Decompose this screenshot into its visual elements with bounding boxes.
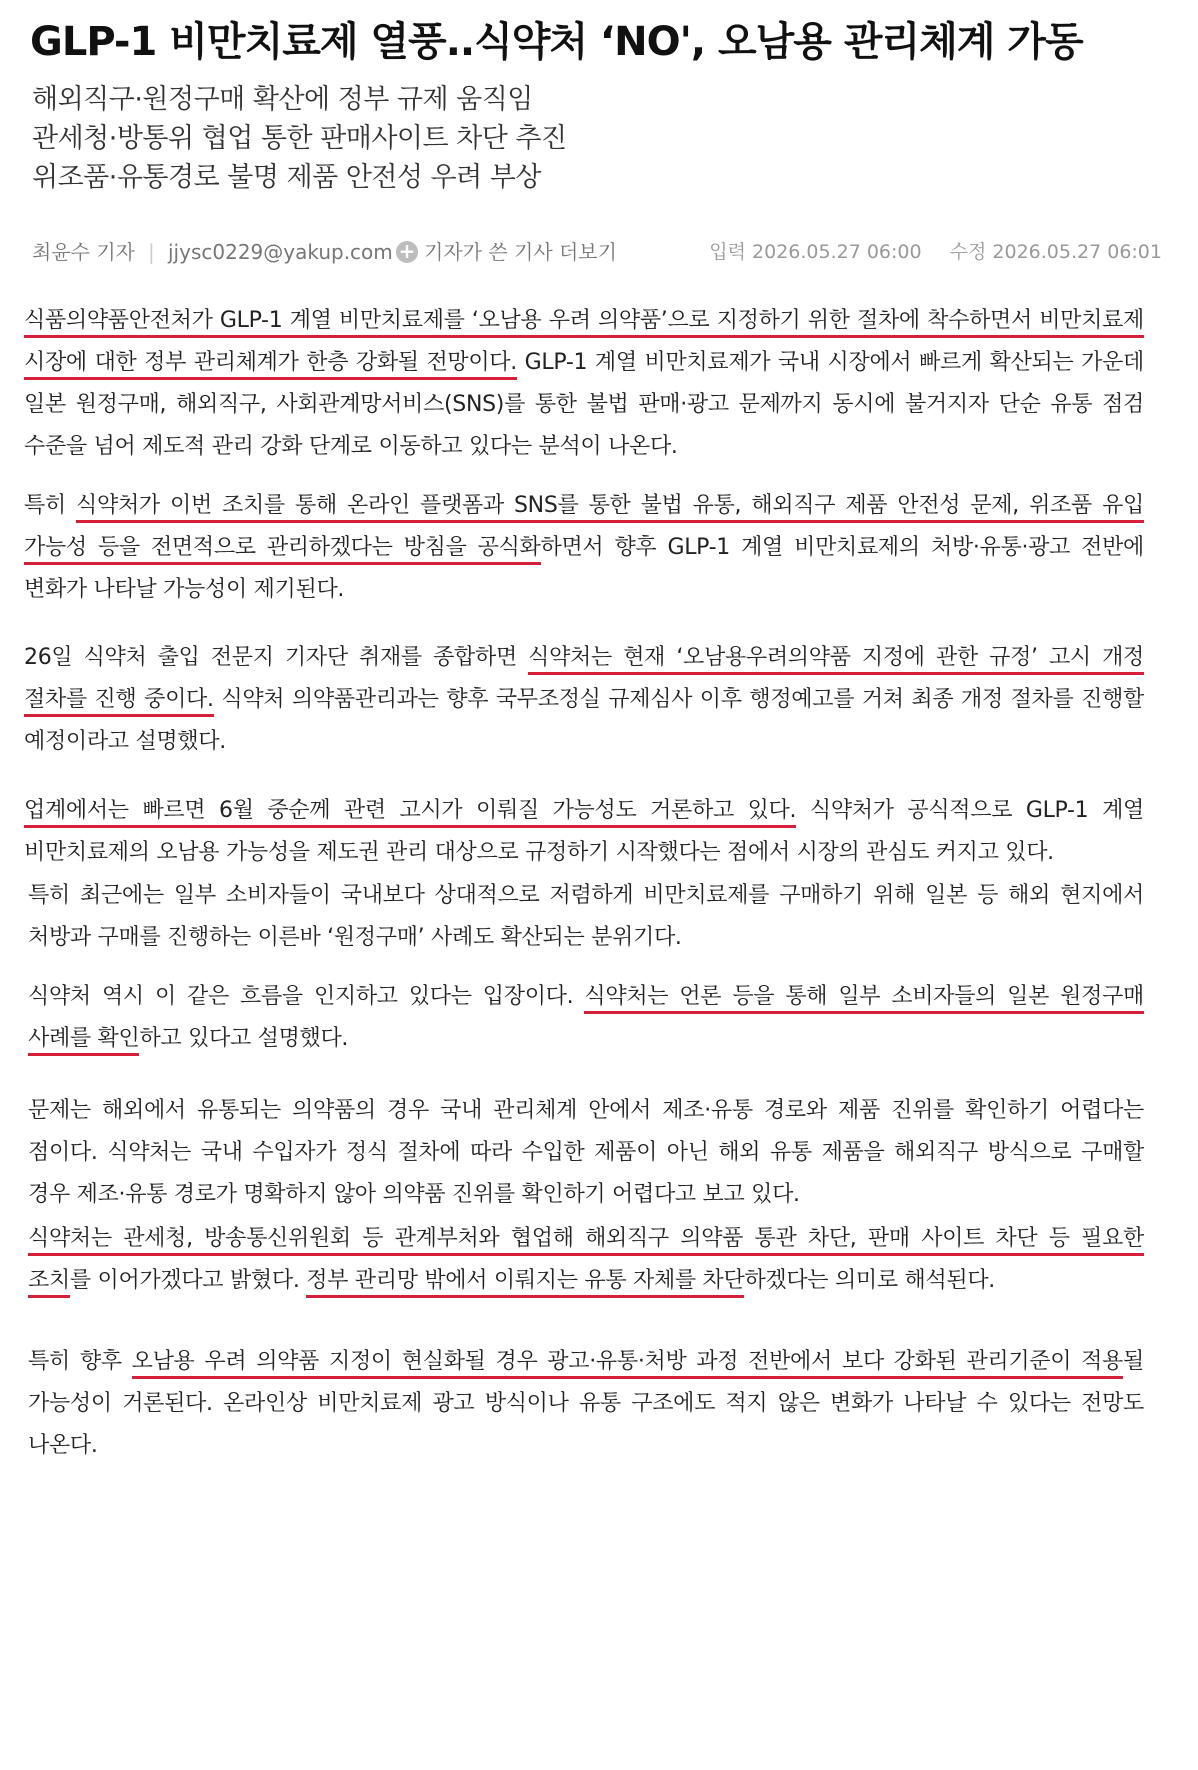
- highlighted-text: 식약처가 이번 조치를 통해 온라인 플랫폼과 SNS를 통한 불법 유통, 해외직구 제품 안전성 문제, 위조품 유입 가능성 등을 전면적으로 관리하겠다는 방침을 공식화: [24, 493, 1144, 565]
- subtitle-line: 위조품·유통경로 불명 제품 안전성 우려 부상: [32, 162, 541, 193]
- paragraph-text: 하겠다는 의미로 해석된다.: [744, 1268, 996, 1293]
- paragraph-text: 하고 있다고 설명했다.: [139, 1026, 349, 1051]
- highlighted-text: 식약처는 언론 등을 통해 일부 소비자들의 일본 원정구매 사례를 확인: [28, 984, 1144, 1056]
- highlighted-text: 식품의약품안전처가 GLP-1 계열 비만치료제를 ‘오남용 우려 의약품’으로 지정하기 위한 절차에 착수하면서 비만치료제 시장에 대한 정부 관리체계가 한층 강화될 전망이다.: [24, 308, 1144, 380]
- article-paragraph: [24, 485, 1144, 611]
- paragraph-text: 특히 향후: [28, 1349, 132, 1374]
- article-paragraph: [24, 790, 1144, 874]
- article-paragraph: [28, 1090, 1144, 1216]
- plus-circle-icon: +: [396, 241, 418, 263]
- author-email-link[interactable]: jjysc0229@yakup.com: [168, 240, 393, 264]
- subtitle-line: 관세청·방통위 협업 통한 판매사이트 차단 추진: [32, 123, 567, 154]
- paragraph-text: 특히 최근에는 일부 소비자들이 국내보다 상대적으로 저렴하게 비만치료제를 구매하기 위해 일본 등 해외 현지에서 처방과 구매를 진행하는 이른바 ‘원정구매’ 사례도 확산되는 분위기다.: [28, 883, 1144, 950]
- article-paragraph: [28, 1341, 1144, 1467]
- article-paragraph: [28, 976, 1144, 1060]
- article-paragraph: [28, 1218, 1144, 1302]
- article-headline: GLP-1 비만치료제 열풍..식약처 ‘NO', 오남용 관리체계 가동: [30, 19, 1083, 65]
- paragraph-text: 문제는 해외에서 유통되는 의약품의 경우 국내 관리체계 안에서 제조·유통 경로와 제품 진위를 확인하기 어렵다는 점이다. 식약처는 국내 수입자가 정식 절차에 따라 수입한 제품이 아닌 해외 유통 제품을 해외직구 방식으로 구매할 경우 제조·유통 경로가 명확하지 않아 의약품 진위를 확인하기 어렵다고 보고 있다.: [28, 1098, 1144, 1207]
- modified-date: 수정 2026.05.27 06:01: [949, 241, 1162, 263]
- article-dates: [687, 232, 1162, 272]
- highlighted-text: 식약처는 관세청, 방송통신위원회 등 관계부처와 협업해 해외직구 의약품 통관 차단, 판매 사이트 차단 등 필요한 조치: [28, 1226, 1144, 1298]
- paragraph-text: 하면서 향후 GLP-1 계열 비만치료제의 처방·유통·광고 전반에 변화가 나타날 가능성이 제기된다.: [24, 535, 1145, 602]
- paragraph-text: 식약처 의약품관리과는 향후 국무조정실 규제심사 이후 행정예고를 거쳐 최종 개정 절차를 진행할 예정이라고 설명했다.: [24, 687, 1144, 754]
- more-articles-link[interactable]: [396, 232, 617, 272]
- paragraph-text: 식약처가 공식적으로 GLP-1 계열 비만치료제의 오남용 가능성을 제도권 관리 대상으로 규정하기 시작했다는 점에서 시장의 관심도 커지고 있다.: [24, 798, 1144, 865]
- highlighted-text: 정부 관리망 밖에서 이뤄지는 유통 자체를 차단: [306, 1268, 744, 1298]
- paragraph-text: 식약처 역시 이 같은 흐름을 인지하고 있다는 입장이다.: [28, 984, 585, 1009]
- paragraph-text: 될 가능성이 거론된다. 온라인상 비만치료제 광고 방식이나 유통 구조에도 적지 않은 변화가 나타날 수 있다는 전망도 나온다.: [28, 1349, 1144, 1458]
- article-paragraph: [24, 300, 1144, 468]
- article-paragraph: [24, 637, 1144, 763]
- highlighted-text: 업계에서는 빠르면 6월 중순께 관련 고시가 이뤄질 가능성도 거론하고 있다.: [24, 798, 796, 828]
- highlighted-text: 오남용 우려 의약품 지정이 현실화될 경우 광고·유통·처방 과정 전반에서 보다 강화된 관리기준이 적용: [132, 1349, 1123, 1379]
- paragraph-text: GLP-1 계열 비만치료제가 국내 시장에서 빠르게 확산되는 가운데 일본 원정구매, 해외직구, 사회관계망서비스(SNS)를 통한 불법 판매·광고 문제까지 동시에 불거지자 단순 유통 점검 수준을 넘어 제도적 관리 강화 단계로 이동하고 있다는 분석이 나온다.: [24, 350, 1144, 459]
- paragraph-text: 특히: [24, 493, 77, 518]
- article-paragraph: [28, 875, 1144, 959]
- paragraph-text: 를 이어가겠다고 밝혔다.: [69, 1268, 307, 1293]
- paragraph-text: 26일 식약처 출입 전문지 기자단 취재를 종합하면: [24, 645, 529, 670]
- byline-separator: |: [148, 240, 155, 264]
- byline: [32, 232, 1162, 272]
- subtitle-line: 해외직구·원정구매 확산에 정부 규제 움직임: [32, 84, 533, 115]
- subtitle-list: [32, 80, 1152, 197]
- published-date: 입력 2026.05.27 06:00: [709, 241, 922, 263]
- author-name: 최윤수 기자: [32, 240, 135, 264]
- more-articles-label: 기자가 쓴 기사 더보기: [424, 240, 617, 264]
- highlighted-text: 식약처는 현재 ‘오남용우려의약품 지정에 관한 규정’ 고시 개정 절차를 진행 중이다.: [24, 645, 1144, 717]
